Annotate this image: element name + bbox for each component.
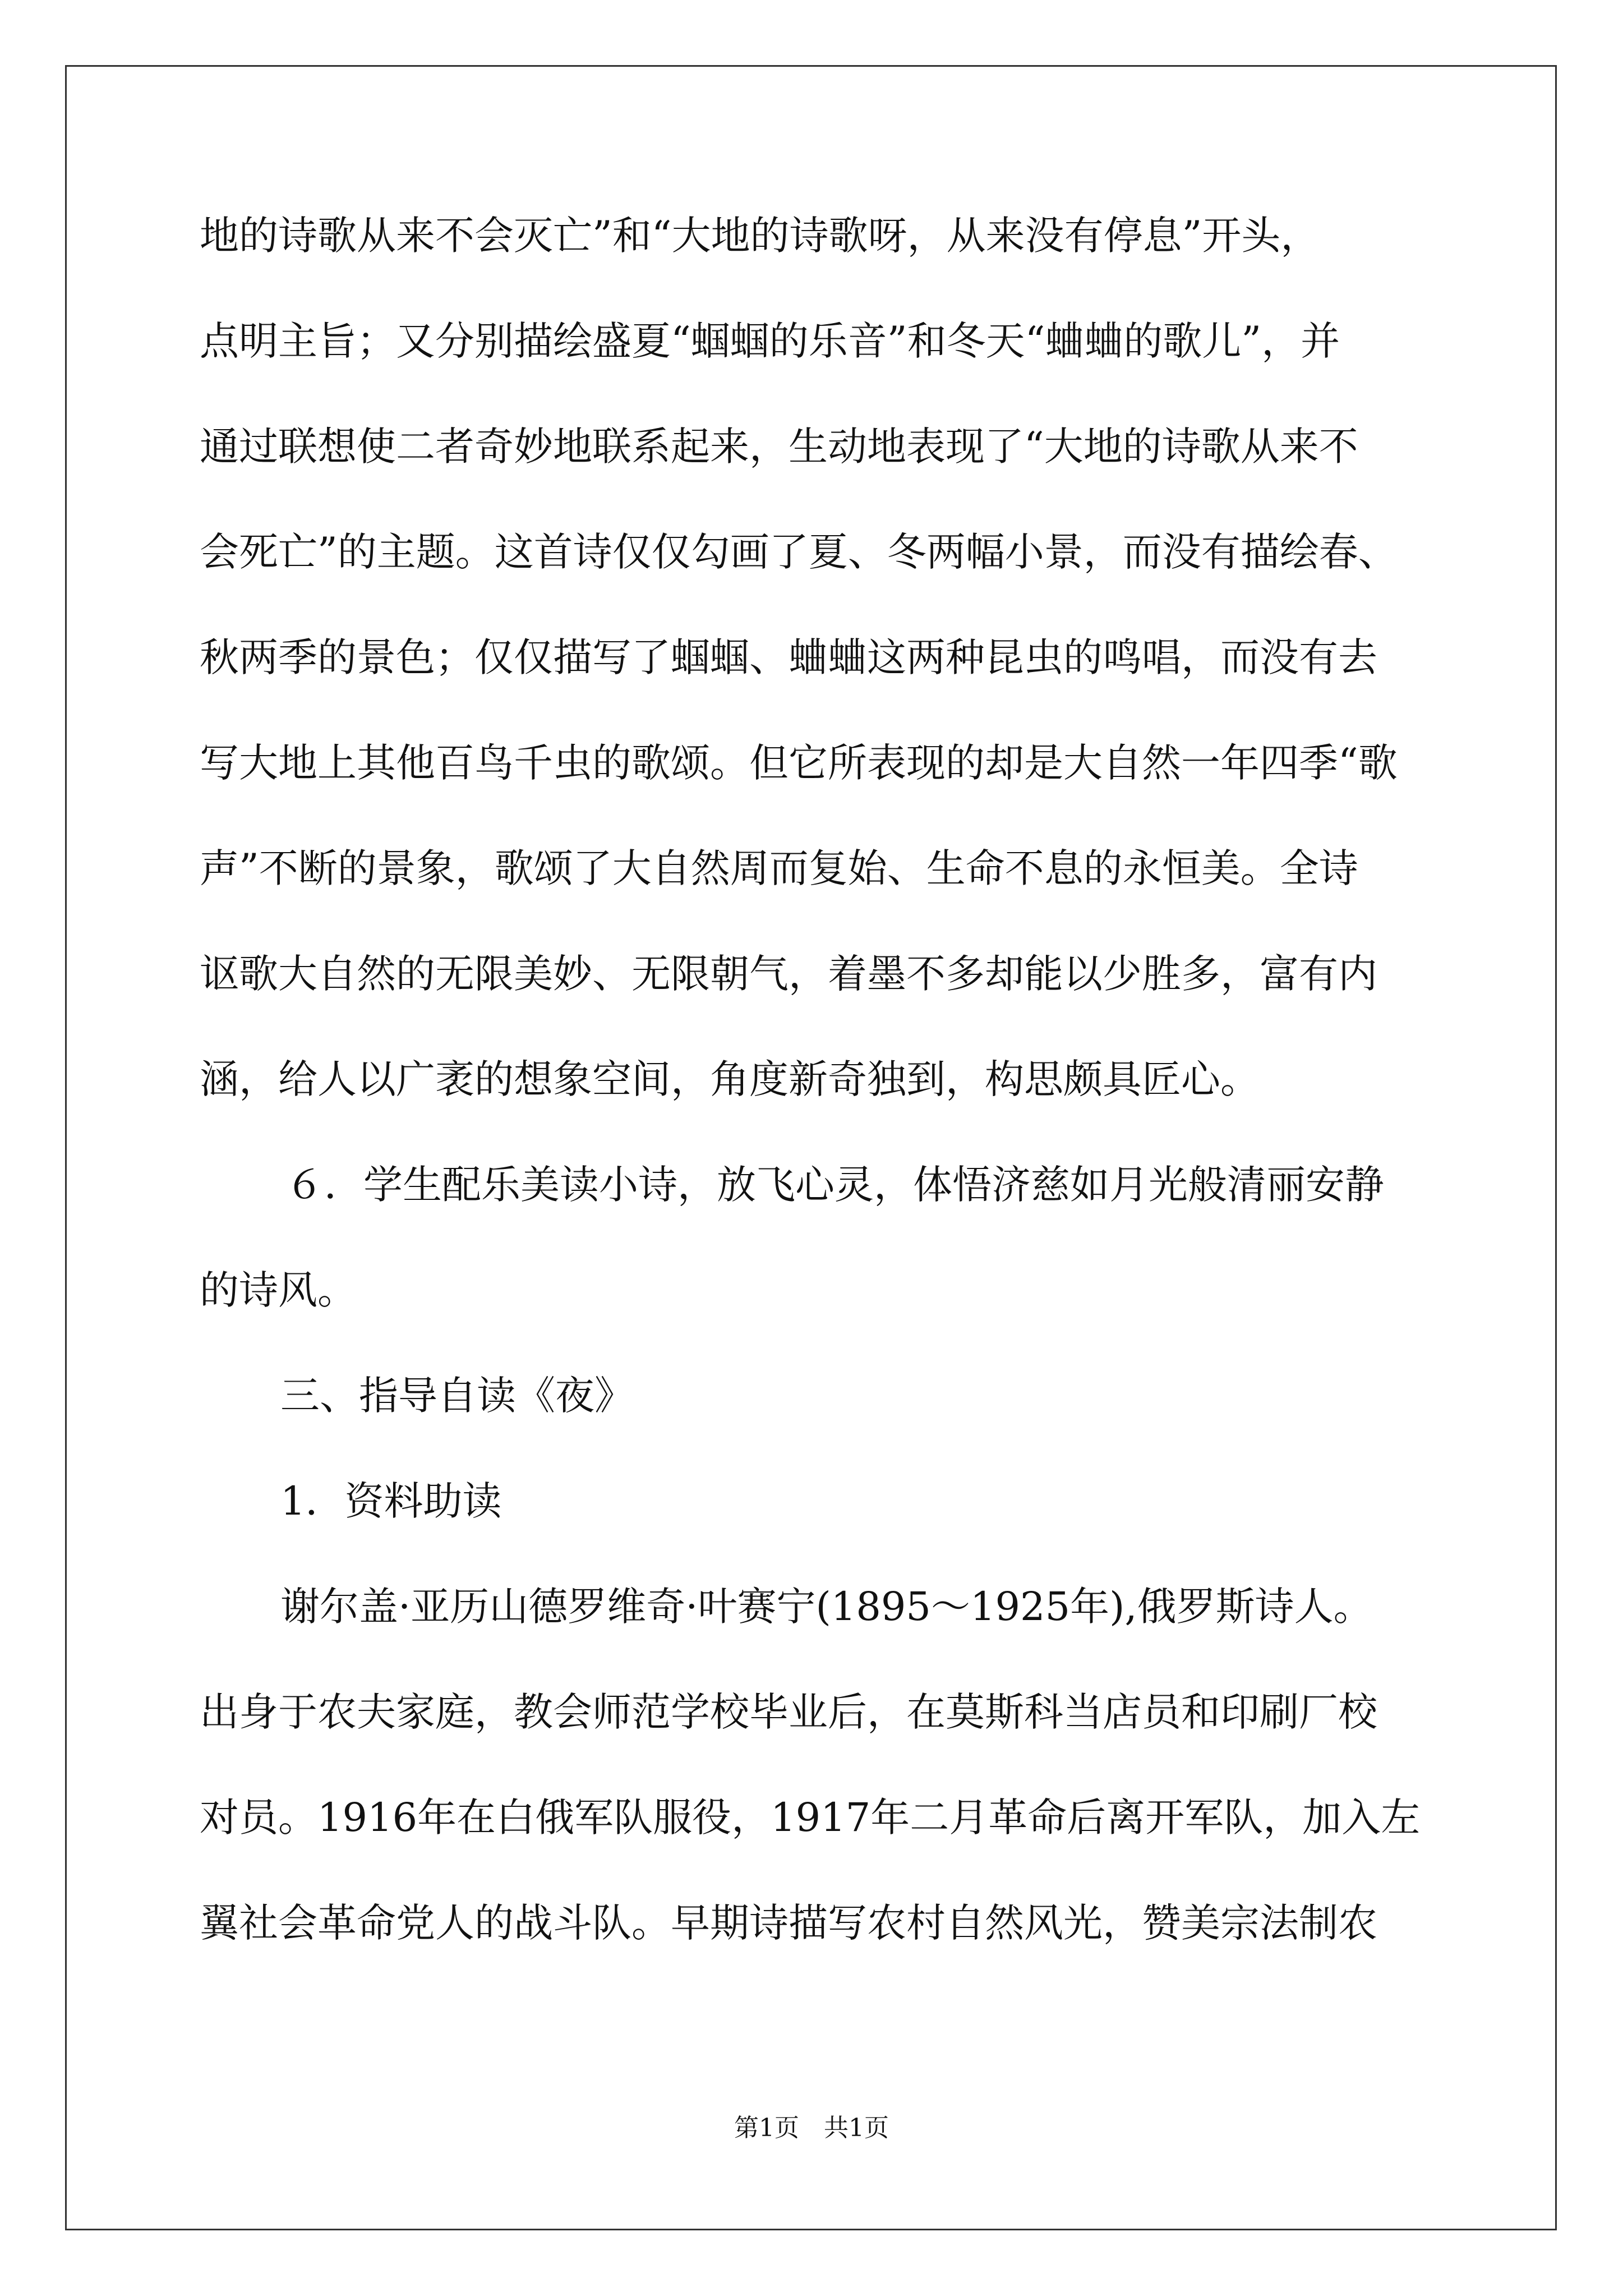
text-line: 的诗风。 — [200, 1267, 357, 1313]
text-line: 翼社会革命党人的战斗队。早期诗描写农村自然风光，赞美宗法制农 — [200, 1900, 1377, 1946]
subsection-heading: 1．资料助读 — [280, 1478, 502, 1524]
section-heading: 三、指导自读《夜》 — [280, 1373, 634, 1419]
text-line: 出身于农夫家庭，教会师范学校毕业后，在莫斯科当店员和印刷厂校 — [200, 1689, 1377, 1735]
text-line: 点明主旨；又分别描绘盛夏“蝈蝈的乐音”和冬天“蛐蛐的歌儿”，并 — [200, 318, 1340, 364]
text-line: 谢尔盖·亚历山德罗维奇·叶赛宁(1895～1925年),俄罗斯诗人。 — [280, 1584, 1373, 1630]
text-line: 写大地上其他百鸟千虫的歌颂。但它所表现的却是大自然一年四季“歌 — [200, 740, 1398, 786]
text-line: 通过联想使二者奇妙地联系起来，生动地表现了“大地的诗歌从来不 — [200, 424, 1358, 470]
page-number-footer: 第1页 共1页 — [734, 2114, 889, 2142]
text-line: 秋两季的景色；仅仅描写了蝈蝈、蛐蛐这两种昆虫的鸣唱，而没有去 — [200, 634, 1377, 680]
text-line: 讴歌大自然的无限美妙、无限朝气，着墨不多却能以少胜多，富有内 — [200, 951, 1377, 997]
text-line: 对员。1916年在白俄军队服役，1917年二月革命后离开军队，加入左 — [200, 1795, 1421, 1841]
text-line: ６．学生配乐美读小诗，放飞心灵，体悟济慈如月光般清丽安静 — [285, 1162, 1384, 1208]
text-line: 涵，给人以广袤的想象空间，角度新奇独到，构思颇具匠心。 — [200, 1056, 1260, 1102]
text-line: 会死亡”的主题。这首诗仅仅勾画了夏、冬两幅小景，而没有描绘春、 — [200, 529, 1398, 575]
text-line: 地的诗歌从来不会灭亡”和“大地的诗歌呀，从来没有停息”开头， — [200, 213, 1320, 259]
text-line: 声”不断的景象，歌颂了大自然周而复始、生命不息的永恒美。全诗 — [200, 845, 1358, 891]
